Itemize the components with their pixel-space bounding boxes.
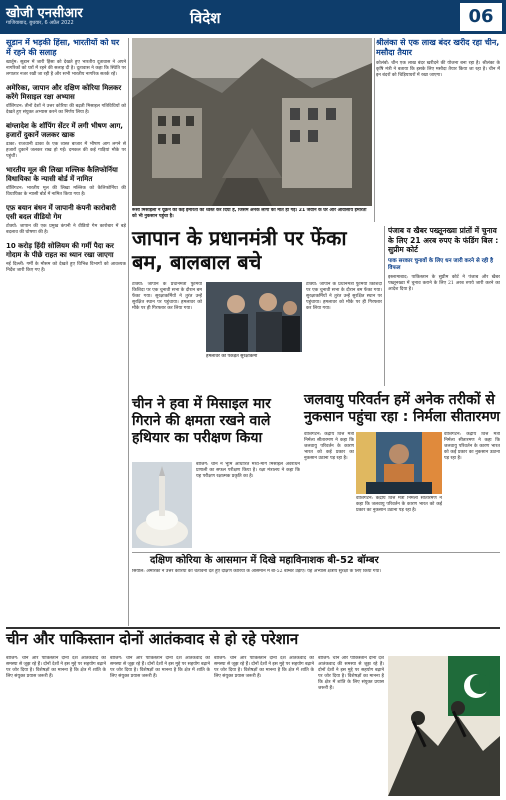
story-headline: अमेरिका, जापान और दक्षिण कोरिया मिलकर करेंगे मिसाइल रक्षा अभ्यास <box>6 84 122 101</box>
story-body: इस्लामाबाद: पाकिस्तान के सुप्रीम कोर्ट ने पंजाब और खैबर पख्तूनख्वा में चुनाव कराने के लिए 21 अरब रुपये जारी करने का आदेश दिया है। <box>388 274 500 292</box>
china-missile-body <box>196 462 300 548</box>
lead-story-body <box>132 282 202 390</box>
story-body: ढाका: राजधानी ढाका के एक व्यस्त बाजार में भीषण आग लगने से हजारों दुकानें जलकर राख हो गईं। दमकल की कई गाड़ियां मौके पर पहुंचीं। <box>6 142 126 159</box>
story-body: कोलंबो: चीन एक लाख बंदर खरीदने की योजना बना रहा है। श्रीलंका के कृषि मंत्री ने बताया कि इसके लिए मसौदा तैयार किया जा रहा है। चीन में इन बंदरों को चिड़ियाघरों में रखा जाएगा। <box>376 61 500 78</box>
story-headline: बांग्लादेश के शॉपिंग सेंटर में लगी भीषण आग, हजारों दुकानें जलकर खाक <box>6 122 123 139</box>
story-body: वॉशिंगटन: तीनों देशों ने उत्तर कोरिया की बढ़ती मिसाइल गतिविधियों को देखते हुए संयुक्त अभ्यास करने का निर्णय लिया है। <box>6 104 126 115</box>
sitharaman-photo <box>356 432 442 494</box>
story-headline: पंजाब व खैबर पख्तूनख्वा प्रांतों में चुनाव के लिए 21 अरब रुपए के फंडिंग बिल : सुप्रीम कोर्ट <box>388 226 499 254</box>
soldiers-flag-photo <box>388 656 500 796</box>
left-column <box>6 38 126 626</box>
story-body: वॉशिंगटन: केंद्रीय वित्त मंत्री निर्मला सीतारमण ने कहा कि जलवायु परिवर्तन के कारण भारत को कई प्रकार का नुकसान उठाना पड़ रहा है। <box>356 496 442 513</box>
photo-caption: हमलावर को पकड़ते सुरक्षाकर्मी <box>206 354 258 359</box>
masthead <box>0 0 506 34</box>
story-headline: श्रीलंका से एक लाख बंदर खरीद रहा चीन, मसौदा तैयार <box>376 38 500 57</box>
lead-story-continued <box>306 282 382 390</box>
china-missile-headline: चीन ने हवा में मिसाइल मार गिराने की क्षमता रखने वाले हथियार का परीक्षण किया <box>132 396 271 446</box>
photo-caption: रूसी मिसाइलों ने यूक्रेन की कई इमारतों को ध्वस्त कर दिया है, जिसमें अनेक लोगों की मौत हो गई। 21 जवान के घर और आवासीय इमारतों को भी नुकसान पहुंचा है। <box>132 208 367 219</box>
missile-launch-photo <box>132 462 192 548</box>
korea-body <box>132 569 500 625</box>
bottom-body-col2 <box>110 656 210 796</box>
bottom-body-col4 <box>318 656 384 796</box>
story-headline: 10 करोड़ हिंदी सोलियम की गर्मी पैदा कर गोदाम के पीछे राहत का ध्यान रखा जाएगा <box>6 242 114 259</box>
bottom-headline: चीन और पाकिस्तान दोनों आतंकवाद से हो रहे परेशान <box>6 630 299 648</box>
korea-headline: दक्षिण कोरिया के आसमान में दिखे महाविनाशक बी-52 बॉम्बर <box>150 555 379 566</box>
story-body: बीजिंग: चीन और पाकिस्तान दोनों देश आतंकवाद की समस्या से जूझ रहे हैं। दोनों देशों ने इस मुद्दे पर सहयोग बढ़ाने पर जोर दिया है। विशेषज्ञों का मानना है कि क्षेत्र में शांति के लिए संयुक्त प्रयास जरूरी हैं। <box>318 656 384 691</box>
bottom-body-col3 <box>214 656 314 796</box>
page-number: 06 <box>460 3 502 31</box>
column-divider <box>384 226 385 386</box>
story-subhead: पाक सरकार चुनावों के लिए धन जारी करने से रही है विफल <box>388 257 494 271</box>
section-rule <box>6 627 500 629</box>
climate-body-bottom <box>356 496 442 548</box>
story-body: टोक्यो: जापान की एक प्रमुख कंपनी ने वीडियो गेम कारोबार में बड़े बदलाव की घोषणा की है। <box>6 224 126 235</box>
story-body: वॉशिंगटन: केंद्रीय वित्त मंत्री निर्मला सीतारमण ने कहा कि जलवायु परिवर्तन के कारण भारत को कई प्रकार का नुकसान उठाना पड़ रहा है। <box>304 432 354 461</box>
story-body: बीजिंग: चीन और पाकिस्तान दोनों देश आतंकवाद की समस्या से जूझ रहे हैं। दोनों देशों ने इस मुद्दे पर सहयोग बढ़ाने पर जोर दिया है। विशेषज्ञों का मानना है कि क्षेत्र में शांति के लिए संयुक्त प्रयास जरूरी हैं। <box>6 656 106 679</box>
story-headline: एफ़ बयान बंधन में जापानी कंपनी कारोबारी एसी बदल वीडियो गेम <box>6 204 116 221</box>
story-body: नई दिल्ली: गर्मी के मौसम को देखते हुए विभिन्न विभागों को आवश्यक निर्देश जारी किए गए हैं। <box>6 262 126 273</box>
destroyed-buildings-photo <box>132 38 372 206</box>
right-top-story <box>376 38 500 222</box>
story-body: बीजिंग: चीन ने भूमि आधारित मध्य-मार्ग मिसाइल अवरोधन प्रणाली का सफल परीक्षण किया है। रक्षा मंत्रालय ने कहा कि यह परीक्षण रक्षात्मक प्रकृति का है। <box>196 462 300 479</box>
story-body: वॉशिंगटन: भारतीय मूल की लिखा मल्लिक को कैलिफोर्निया की विधायिका के न्यासी बोर्ड में नामित किया गया है। <box>6 186 126 197</box>
story-body: वॉशिंगटन: केंद्रीय वित्त मंत्री निर्मला सीतारमण ने कहा कि जलवायु परिवर्तन के कारण भारत को कई प्रकार का नुकसान उठाना पड़ रहा है। <box>444 432 500 461</box>
arrest-photo <box>206 282 302 352</box>
column-divider <box>374 38 375 222</box>
story-body: सियोल: अमेरिका ने उत्तर कोरिया को चेतावनी देते हुए दक्षिण कोरिया के आसमान में बी-52 बॉम्बर उड़ाए। यह अभ्यास क्षेत्रीय सुरक्षा के लिए किया गया। <box>132 569 382 574</box>
bottom-body-col1 <box>6 656 106 796</box>
story-headline: सूडान में भड़की हिंसा, भारतीयों को घर में रहने की सलाह <box>6 38 120 57</box>
story-body: टोक्यो: जापान के प्रधानमंत्री फुमियो किशिदा पर एक चुनावी सभा के दौरान बम फेंका गया। सुरक्षाकर्मियों ने तुरंत उन्हें सुरक्षित स्थान पर पहुंचाया। हमलावर को मौके पर ही गिरफ्तार कर लिया गया। <box>306 282 382 311</box>
section-title: विदेश <box>190 9 221 27</box>
climate-body-left <box>304 432 354 548</box>
issue-date: गाजियाबाद, बुधवार, 6 अप्रैल 2022 <box>6 20 74 26</box>
brand-logo: खोजी एनसीआर <box>6 6 83 21</box>
story-body: बीजिंग: चीन और पाकिस्तान दोनों देश आतंकवाद की समस्या से जूझ रहे हैं। दोनों देशों ने इस मुद्दे पर सहयोग बढ़ाने पर जोर दिया है। विशेषज्ञों का मानना है कि क्षेत्र में शांति के लिए संयुक्त प्रयास जरूरी हैं। <box>110 656 210 679</box>
story-headline: भारतीय मूल की लिखा मल्लिक कैलिफोर्निया विधायिका के न्यासी बोर्ड में नामित <box>6 166 118 183</box>
lead-headline: जापान के प्रधानमंत्री पर फेंका बम, बालबाल बचे <box>132 226 347 274</box>
story-body: बीजिंग: चीन और पाकिस्तान दोनों देश आतंकवाद की समस्या से जूझ रहे हैं। दोनों देशों ने इस मुद्दे पर सहयोग बढ़ाने पर जोर दिया है। विशेषज्ञों का मानना है कि क्षेत्र में शांति के लिए संयुक्त प्रयास जरूरी हैं। <box>214 656 314 679</box>
story-body: खार्तूम: सूडान में जारी हिंसा को देखते हुए भारतीय दूतावास ने अपने नागरिकों को घरों में रहने की सलाह दी है। दूतावास ने कहा कि स्थिति पर लगातार नजर रखी जा रही है और सभी भारतीय नागरिक सतर्क रहें। <box>6 60 126 77</box>
climate-headline: जलवायु परिवर्तन हमें अनेक तरीकों से नुकसान पहुंचा रहा : निर्मला सीतारमण <box>304 392 500 425</box>
column-divider <box>128 38 129 626</box>
section-rule <box>132 552 500 553</box>
story-body: टोक्यो: जापान के प्रधानमंत्री फुमियो किशिदा पर एक चुनावी सभा के दौरान बम फेंका गया। सुरक्षाकर्मियों ने तुरंत उन्हें सुरक्षित स्थान पर पहुंचाया। हमलावर को मौके पर ही गिरफ्तार कर लिया गया। <box>132 282 202 311</box>
climate-body-right <box>444 432 500 548</box>
